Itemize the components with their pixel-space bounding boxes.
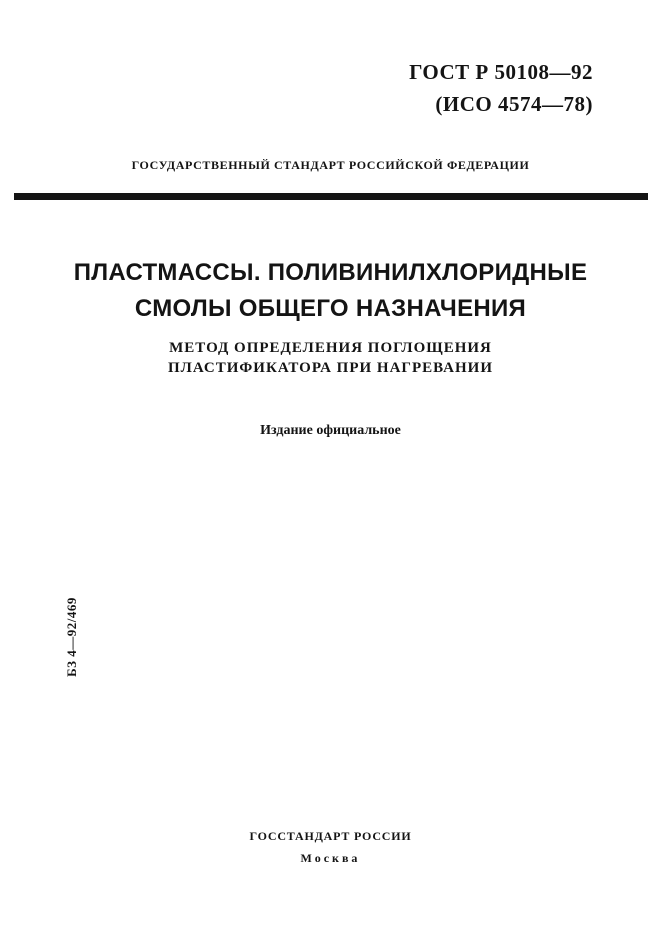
- iso-number: (ИСО 4574—78): [435, 92, 593, 116]
- subtitle-line-2: ПЛАСТИФИКАТОРА ПРИ НАГРЕВАНИИ: [167, 360, 494, 376]
- title-line-1: ПЛАСТМАССЫ. ПОЛИВИНИЛХЛОРИДНЫЕ: [73, 259, 588, 286]
- gost-number: ГОСТ Р 50108—92: [409, 60, 593, 84]
- registry-code: [58, 582, 86, 692]
- publisher: ГОССТАНДАРТ РОССИИ: [249, 829, 412, 843]
- title-line-2: СМОЛЫ ОБЩЕГО НАЗНАЧЕНИЯ: [134, 295, 527, 322]
- registry-code-text: БЗ 4—92/469: [64, 597, 79, 677]
- thick-divider: [14, 193, 648, 200]
- state-standard-heading: ГОСУДАРСТВЕННЫЙ СТАНДАРТ РОССИЙСКОЙ ФЕДЕРАЦИИ: [131, 158, 530, 172]
- subtitle-line-1: МЕТОД ОПРЕДЕЛЕНИЯ ПОГЛОЩЕНИЯ: [169, 340, 492, 356]
- city: Москва: [300, 851, 361, 865]
- edition-label: Издание официальное: [260, 423, 401, 438]
